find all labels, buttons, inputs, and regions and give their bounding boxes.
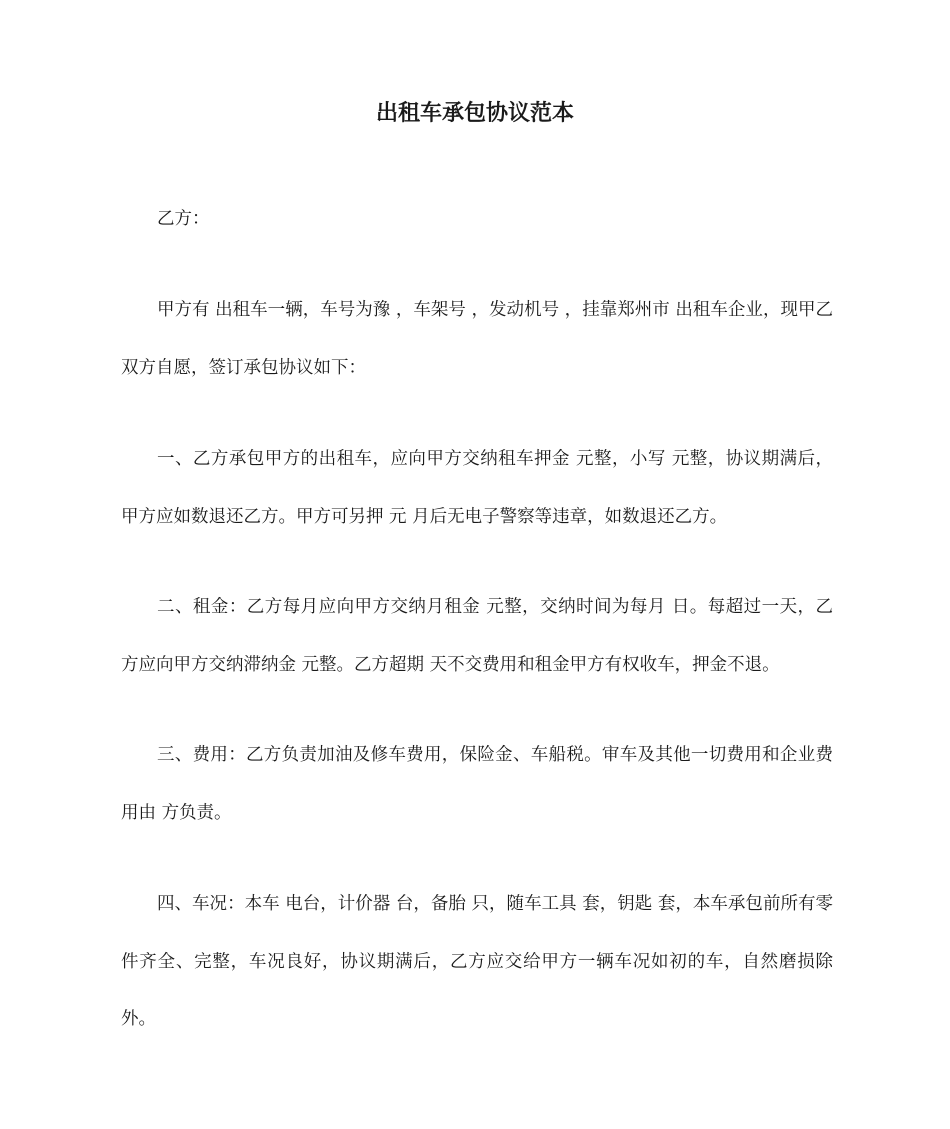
intro-paragraph: 甲方有 出租车一辆，车号为豫 ，车架号 ，发动机号 ，挂靠郑州市 出租车企业，现甲乙双方自愿，签订承包协议如下： xyxy=(121,300,833,378)
clause-expenses: 三、费用：乙方负责加油及修车费用，保险金、车船税。审车及其他一切费用和企业费用由 方负责。 xyxy=(121,745,833,823)
clause-vehicle-condition: 四、车况：本车 电台，计价器 台，备胎 只，随车工具 套，钥匙 套，本车承包前所有零件齐全、完整，车况良好，协议期满后，乙方应交给甲方一辆车况如初的车，自然磨损除外。 xyxy=(121,894,833,1029)
clause-deposit: 一、乙方承包甲方的出租车，应向甲方交纳租车押金 元整，小写 元整，协议期满后，甲方应如数退还乙方。甲方可另押 元 月后无电子警察等违章，如数退还乙方。 xyxy=(121,449,833,527)
party-b-line: 乙方： xyxy=(157,209,210,229)
document-title: 出租车承包协议范本 xyxy=(375,101,574,126)
clause-rent: 二、租金：乙方每月应向甲方交纳月租金 元整，交纳时间为每月 日。每超过一天，乙方应向甲方交纳滞纳金 元整。乙方超期 天不交费用和租金甲方有权收车，押金不退。 xyxy=(121,597,833,675)
